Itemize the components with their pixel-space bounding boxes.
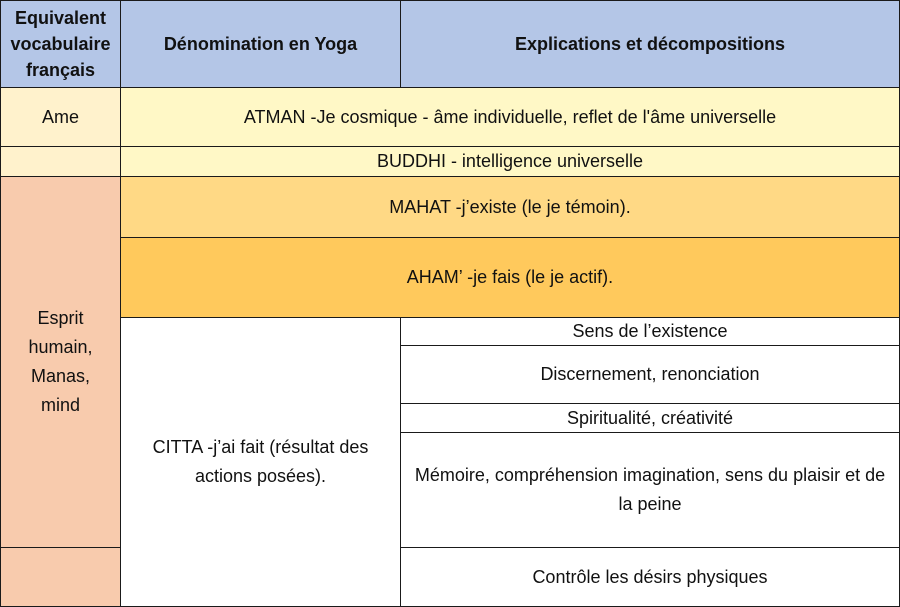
cell-aham-label: AHAM’ -je fais (le je actif). [406, 267, 614, 287]
cell-mahat [121, 177, 900, 238]
cell-memoire-label: Mémoire, compréhension imagination, sens du plaisir et de la peine [414, 465, 886, 514]
cell-memoire [401, 433, 900, 548]
cell-blank-buddhi [0, 147, 121, 177]
cell-discernement [401, 346, 900, 404]
header-denomination-yoga-label: Dénomination en Yoga [163, 33, 358, 54]
header-equivalent-francais-label: Equivalent vocabulaire français [10, 8, 111, 80]
cell-blank-bottom [0, 548, 121, 607]
cell-buddhi [121, 147, 900, 177]
cell-atman [121, 88, 900, 147]
cell-citta-label: CITTA -j’ai fait (résultat des actions posées). [152, 437, 369, 486]
cell-mahat-label: MAHAT -j’existe (le je témoin). [389, 196, 631, 217]
header-denomination-yoga [121, 0, 401, 88]
header-explications [401, 0, 900, 88]
cell-controle-desirs [401, 548, 900, 607]
cell-buddhi-label: BUDDHI - intelligence universelle [376, 151, 644, 171]
cell-spiritualite-label: Spiritualité, créativité [566, 407, 734, 428]
cell-controle-desirs-label: Contrôle les désirs physiques [532, 566, 768, 587]
cell-ame [0, 88, 121, 147]
cell-discernement-label: Discernement, renonciation [540, 364, 760, 384]
cell-esprit [0, 177, 121, 548]
cell-esprit-label: Esprit humain, Manas, mind [28, 308, 93, 415]
cell-aham [121, 238, 900, 318]
header-equivalent-francais [0, 0, 121, 88]
cell-sens-existence-label: Sens de l’existence [572, 321, 728, 341]
cell-atman-label: ATMAN -Je cosmique - âme individuelle, reflet de l'âme universelle [243, 106, 777, 127]
cell-spiritualite [401, 404, 900, 433]
cell-citta [121, 318, 401, 607]
header-explications-label: Explications et décompositions [514, 33, 786, 54]
cell-ame-label: Ame [41, 106, 79, 127]
cell-sens-existence [401, 318, 900, 346]
